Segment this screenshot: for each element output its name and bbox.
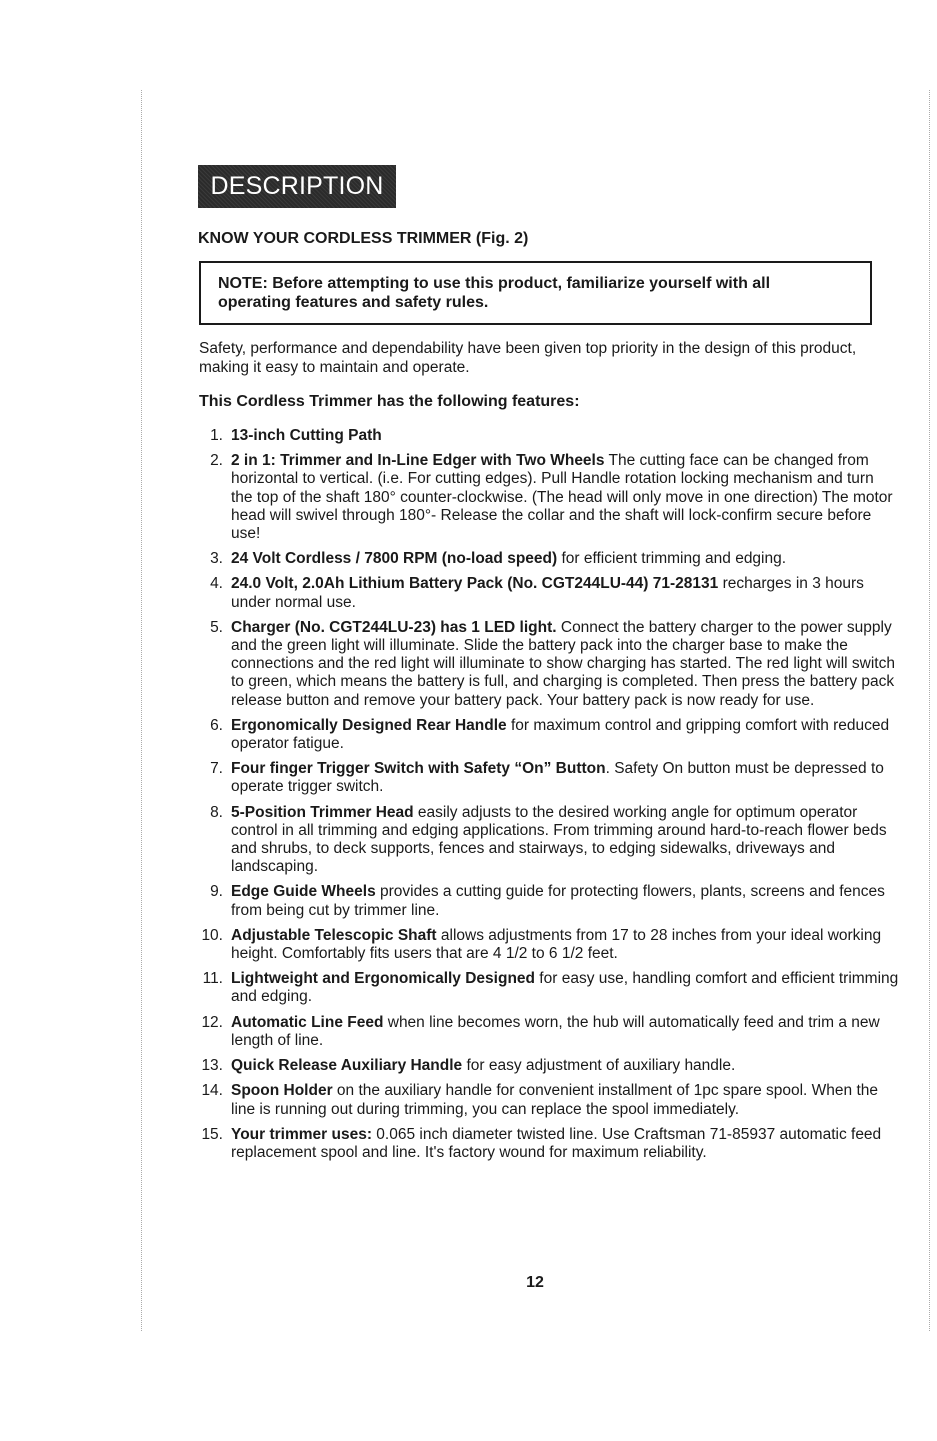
- feature-text: for maximum control and gripping comfort with reduced operator fatigue.: [231, 716, 890, 753]
- page-edge-right: [929, 90, 930, 1331]
- features-heading: This Cordless Trimmer has the following features:: [199, 393, 580, 410]
- feature-text: allows adjustments from 17 to 28 inches from your ideal working height. Comfortably fits users that are 4 1/2 to 6 1/2 feet.: [231, 926, 882, 963]
- feature-text: 0.065 inch diameter twisted line. Use Craftsman 71-85937 automatic feed replacement spool and line. It's factory wound for maximum reliability.: [231, 1125, 882, 1161]
- feature-number: 5.: [210, 618, 223, 636]
- section-header-label: DESCRIPTION: [210, 172, 384, 200]
- feature-item: [199, 1057, 899, 1075]
- note-line-2: operating features and safety rules.: [218, 294, 489, 311]
- feature-text: for easy adjustment of auxiliary handle.: [462, 1057, 736, 1075]
- feature-text: when line becomes worn, the hub will automatically feed and trim a new length of line.: [231, 1013, 880, 1049]
- feature-item: [199, 970, 899, 1006]
- feature-number: 15.: [201, 1125, 223, 1143]
- feature-item: [199, 883, 899, 919]
- feature-text: on the auxiliary handle for convenient installment of 1pc spare spool. When the line is running out during trimming, you can replace the spool immediately.: [231, 1082, 879, 1118]
- feature-item: [199, 927, 899, 963]
- feature-number: 12.: [201, 1013, 223, 1031]
- section-header-banner: [198, 165, 396, 208]
- page-number: 12: [526, 1274, 544, 1291]
- feature-number: 4.: [210, 575, 223, 593]
- feature-number: 6.: [210, 716, 223, 734]
- feature-title: Charger (No. CGT244LU-23) has 1 LED light.: [231, 618, 557, 636]
- feature-text: for easy use, handling comfort and efficient trimming and edging.: [231, 970, 899, 1006]
- feature-item: [199, 575, 899, 611]
- feature-title: 24.0 Volt, 2.0Ah Lithium Battery Pack (No. CGT244LU-44) 71-28131: [231, 575, 719, 593]
- feature-number: 11.: [202, 970, 223, 988]
- feature-item: [199, 427, 899, 445]
- feature-title: 5-Position Trimmer Head: [231, 803, 414, 821]
- feature-title: Spoon Holder: [231, 1082, 333, 1100]
- feature-title: Edge Guide Wheels: [231, 883, 376, 901]
- page-edge-left: [141, 90, 142, 1331]
- feature-number: 8.: [210, 803, 223, 821]
- feature-title: Four finger Trigger Switch with Safety “On” Button: [231, 760, 606, 778]
- feature-number: 7.: [210, 760, 223, 778]
- feature-item: [199, 1126, 899, 1162]
- feature-list: [199, 427, 899, 1169]
- feature-number: 9.: [210, 883, 223, 901]
- feature-item: [199, 619, 899, 710]
- feature-title: Lightweight and Ergonomically Designed: [231, 970, 535, 988]
- feature-text: Connect the battery charger to the power supply and the green light will illuminate. Slide the battery pack into the charger base to make the connections and the red light will illuminate to show charging has started. The red light will switch to green, which means the battery is full, and charging is completed. Then press the battery pack release button and remove your battery pack. Your battery pack is now ready for use.: [231, 618, 895, 709]
- feature-text: recharges in 3 hours under normal use.: [231, 575, 864, 611]
- feature-text: . Safety On button must be depressed to operate trigger switch.: [231, 760, 884, 796]
- feature-number: 13.: [201, 1057, 223, 1075]
- feature-item: [199, 550, 899, 568]
- feature-text: for efficient trimming and edging.: [557, 550, 787, 568]
- feature-text: easily adjusts to the desired working angle for optimum operator control in all trimming and edging applications. From trimming around hard-to-reach flower beds and shrubs, to deck supports, fences and stairways, to edging sidewalks, driveways and landscaping.: [231, 803, 887, 876]
- intro-paragraph: Safety, performance and dependability have been given top priority in the design of this product, making it easy to maintain and operate.: [199, 340, 857, 376]
- feature-title: Adjustable Telescopic Shaft: [231, 926, 437, 944]
- feature-number: 1.: [210, 427, 223, 444]
- feature-item: [199, 452, 899, 543]
- feature-item: [199, 717, 899, 753]
- feature-title: Automatic Line Feed: [231, 1013, 384, 1031]
- feature-title: Your trimmer uses:: [231, 1125, 372, 1143]
- feature-item: [199, 804, 899, 877]
- feature-title: Ergonomically Designed Rear Handle: [231, 716, 507, 734]
- feature-title: Quick Release Auxiliary Handle: [231, 1057, 463, 1075]
- note-box: [199, 261, 872, 325]
- feature-number: 2.: [210, 452, 223, 470]
- feature-number: 3.: [210, 550, 223, 568]
- feature-text: provides a cutting guide for protecting flowers, plants, screens and fences from being cut by trimmer line.: [231, 883, 885, 919]
- feature-title: 24 Volt Cordless / 7800 RPM (no-load speed): [231, 550, 558, 568]
- feature-number: 10.: [201, 926, 223, 944]
- feature-number: 14.: [201, 1082, 223, 1100]
- note-line-1: NOTE: Before attempting to use this product, familiarize yourself with all: [218, 275, 771, 292]
- feature-text: The cutting face can be changed from horizontal to vertical. (i.e. For cutting edges). Pull Handle rotation locking mechanism and turn the top of the shaft 180° counter-clockwise. (The head will only move in one direction) The motor head will swivel through 180°- Release the collar and the shaft will lock-confirm secure before use!: [231, 452, 893, 543]
- feature-item: [199, 760, 899, 796]
- feature-title: 13-inch Cutting Path: [231, 427, 382, 444]
- feature-item: [199, 1082, 899, 1118]
- section-title: KNOW YOUR CORDLESS TRIMMER (Fig. 2): [198, 230, 529, 247]
- feature-item: [199, 1014, 899, 1050]
- feature-title: 2 in 1: Trimmer and In-Line Edger with Two Wheels: [231, 452, 605, 470]
